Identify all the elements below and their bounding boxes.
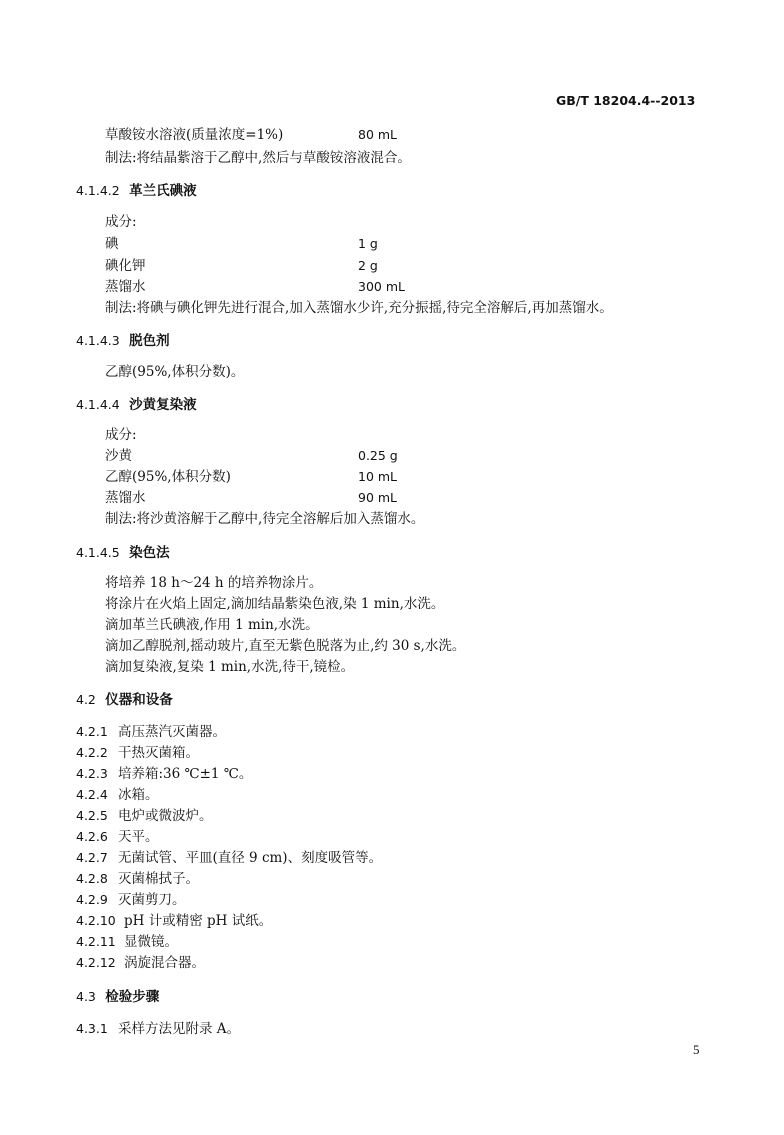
item-number: 4.2.12: [76, 955, 116, 970]
item-number: 4.3.1: [76, 1021, 108, 1036]
item-text: 高压蒸汽灭菌器。: [118, 724, 226, 740]
section-heading-4144: [76, 397, 197, 413]
section-number: 4.3: [76, 989, 96, 1004]
page-number: 5: [693, 1042, 700, 1057]
item-text: 天平。: [118, 829, 159, 845]
section-title: 脱色剂: [129, 333, 170, 349]
component-amount: 300 mL: [358, 279, 405, 294]
item-number: 4.2.10: [76, 913, 116, 928]
item-number: 4.2.1: [76, 724, 108, 739]
section-number: 4.1.4.4: [76, 397, 120, 412]
list-item: [76, 829, 159, 845]
method-text: 制法:将沙黄溶解于乙醇中,待完全溶解后加入蒸馏水。: [105, 511, 425, 527]
list-item: [76, 745, 199, 761]
component-name: 蒸馏水: [105, 490, 146, 506]
section-number: 4.1.4.2: [76, 183, 120, 198]
section-heading-42: [76, 692, 173, 708]
component-amount: 2 g: [358, 258, 378, 273]
component-amount: 80 mL: [358, 127, 398, 142]
list-item: [76, 934, 178, 950]
component-name: 碘: [105, 236, 119, 252]
component-name: 乙醇(95%,体积分数): [105, 469, 231, 485]
list-item: [76, 808, 213, 824]
list-item: [76, 871, 199, 887]
item-text: 涡旋混合器。: [124, 955, 205, 971]
section-title: 革兰氏碘液: [129, 183, 197, 199]
item-number: 4.2.4: [76, 787, 108, 802]
item-number: 4.2.6: [76, 829, 108, 844]
item-text: 灭菌棉拭子。: [118, 871, 199, 887]
method-text: 制法:将结晶紫溶于乙醇中,然后与草酸铵溶液混合。: [105, 150, 411, 166]
component-name: 沙黄: [105, 448, 132, 464]
paragraph-text: 乙醇(95%,体积分数)。: [105, 364, 245, 380]
method-text: 制法:将碘与碘化钾先进行混合,加入蒸馏水少许,充分振摇,待完全溶解后,再加蒸馏水。: [105, 300, 613, 316]
item-number: 4.2.3: [76, 766, 108, 781]
item-text: 采样方法见附录 A。: [118, 1021, 241, 1037]
list-item: [76, 892, 186, 908]
item-text: 培养箱:36 ℃±1 ℃。: [118, 766, 253, 782]
list-item: [76, 724, 226, 740]
component-name: 碘化钾: [105, 258, 146, 274]
list-item: [76, 955, 205, 971]
section-title: 检验步骤: [105, 989, 160, 1005]
item-text: 干热灭菌箱。: [118, 745, 199, 761]
section-heading-4145: [76, 545, 170, 561]
component-amount: 90 mL: [358, 490, 398, 505]
item-text: 冰箱。: [118, 787, 159, 803]
item-text: 显微镜。: [124, 934, 178, 950]
staining-step: 将涂片在火焰上固定,滴加结晶紫染色液,染 1 min,水洗。: [105, 596, 445, 612]
section-title: 仪器和设备: [105, 692, 173, 708]
component-amount: 1 g: [358, 236, 378, 251]
item-number: 4.2.7: [76, 850, 108, 865]
staining-step: 滴加复染液,复染 1 min,水洗,待干,镜检。: [105, 659, 355, 675]
list-item: [76, 766, 252, 782]
section-number: 4.2: [76, 692, 96, 707]
component-name: 草酸铵水溶液(质量浓度=1%): [105, 127, 284, 143]
components-label: 成分:: [105, 427, 137, 443]
item-text: 灭菌剪刀。: [118, 892, 186, 908]
standard-number: GB/T 18204.4--2013: [556, 93, 696, 108]
staining-step: 滴加革兰氏碘液,作用 1 min,水洗。: [105, 617, 319, 633]
item-number: 4.2.8: [76, 871, 108, 886]
list-item: [76, 787, 159, 803]
item-number: 4.2.5: [76, 808, 108, 823]
section-title: 沙黄复染液: [129, 397, 197, 413]
components-label: 成分:: [105, 214, 137, 230]
component-name: 蒸馏水: [105, 279, 146, 295]
section-number: 4.1.4.3: [76, 333, 120, 348]
section-heading-43: [76, 989, 159, 1005]
staining-step: 将培养 18 h～24 h 的培养物涂片。: [105, 575, 323, 591]
section-heading-4143: [76, 333, 170, 349]
item-text: pH 计或精密 pH 试纸。: [124, 913, 273, 929]
list-item: [76, 1021, 240, 1037]
item-number: 4.2.2: [76, 745, 108, 760]
list-item: [76, 913, 272, 929]
item-number: 4.2.11: [76, 934, 116, 949]
staining-step: 滴加乙醇脱剂,摇动玻片,直至无紫色脱落为止,约 30 s,水洗。: [105, 638, 466, 654]
section-title: 染色法: [129, 545, 170, 561]
section-number: 4.1.4.5: [76, 545, 120, 560]
item-text: 无菌试管、平皿(直径 9 cm)、刻度吸管等。: [118, 850, 383, 866]
item-number: 4.2.9: [76, 892, 108, 907]
component-amount: 0.25 g: [358, 448, 398, 463]
list-item: [76, 850, 382, 866]
component-amount: 10 mL: [358, 469, 398, 484]
item-text: 电炉或微波炉。: [118, 808, 213, 824]
section-heading-4142: [76, 183, 197, 199]
